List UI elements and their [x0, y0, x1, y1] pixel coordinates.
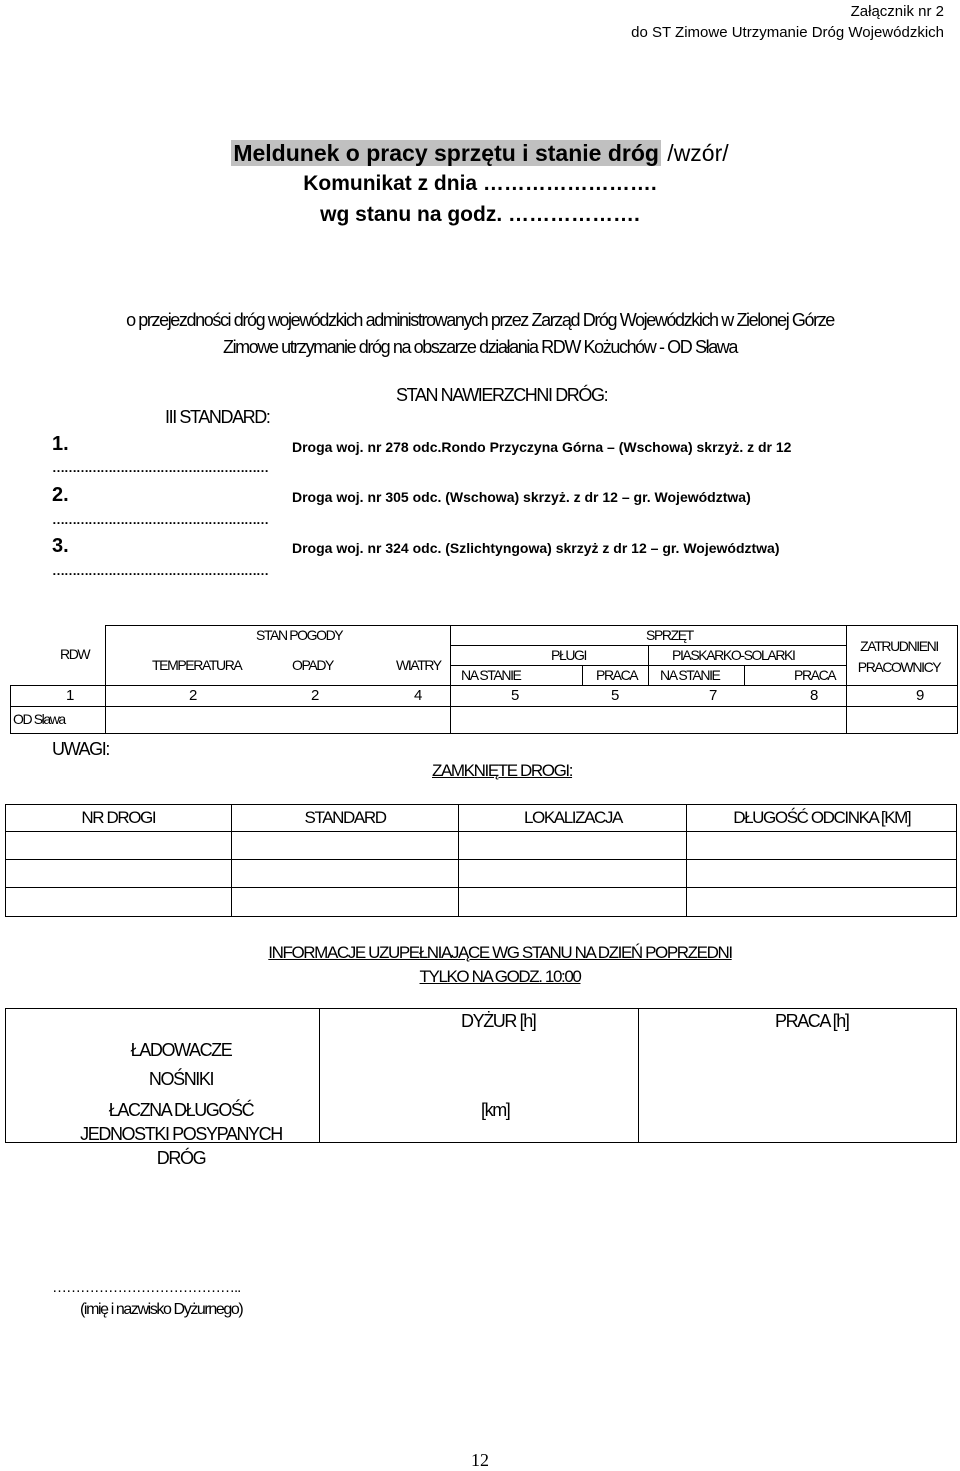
road-2-dots: ……………………………………………… [52, 512, 268, 527]
loaders-label: ŁADOWACZE [130, 1040, 232, 1060]
spreaders-on-state: NA STANIE [660, 667, 720, 683]
document-title [0, 140, 960, 167]
subtitle-winter-maintenance: Zimowe utrzymanie dróg na obszarze działania RDW Kożuchów - OD Sława [222, 337, 738, 357]
title-suffix: /wzór/ [660, 140, 729, 166]
remarks-label: UWAGI: [52, 739, 109, 759]
info-heading-2: TYLKO NA GODZ. 10:00 [419, 967, 581, 986]
km-label: [km] [481, 1100, 510, 1120]
annex-line-2: do ST Zimowe Utrzymanie Dróg Wojewódzkich [631, 24, 944, 41]
communique-date: Komunikat z dnia ……………………. [303, 172, 657, 195]
info-heading-1: INFORMACJE UZUPEŁNIAJĄCE WG STANU NA DZIEŃ POPRZEDNI [268, 943, 732, 962]
subtitle-passability: o przejezdności dróg wojewódzkich administrowanych przez Zarząd Dróg Wojewódzkich w Zielonej Górze [126, 310, 834, 330]
page-number: 12 [471, 1450, 489, 1470]
status-time: wg stanu na godz. ………………. [320, 203, 640, 226]
plows-header: PŁUGI [551, 647, 587, 663]
col-number-8: 8 [810, 687, 819, 704]
temperature-header: TEMPERATURA [152, 657, 242, 673]
road-1-number: 1. [52, 433, 69, 455]
road-2-number: 2. [52, 484, 69, 506]
title-main: Meldunek o pracy sprzętu i stanie dróg [233, 140, 659, 166]
row-label-od-slawa: OD Sława [13, 711, 65, 727]
col-number-2: 2 [189, 687, 198, 704]
signature-caption: (imię i nazwisko Dyżurnego) [80, 1301, 243, 1318]
closed-col-standard: STANDARD [231, 805, 459, 832]
closed-row-empty-3 [6, 888, 957, 917]
col-number-4: 4 [414, 687, 423, 704]
annex-line-1: Załącznik nr 2 [850, 3, 944, 20]
col-number-5: 5 [511, 687, 520, 704]
employed-header: ZATRUDNIENI PRACOWNICY [857, 638, 941, 675]
work-header: PRACA [h] [775, 1011, 849, 1031]
duty-header: DYŻUR [h] [461, 1011, 536, 1031]
closed-col-road-number: NR DROGI [6, 805, 232, 832]
plows-on-state: NA STANIE [461, 667, 521, 683]
road-1-text: Droga woj. nr 278 odc.Rondo Przyczyna Górna – (Wschowa) skrzyż. z dr 12 [292, 439, 792, 455]
closed-roads-table [5, 804, 957, 917]
closed-roads-heading: ZAMKNIĘTE DROGI: [432, 761, 573, 780]
road-3-text: Droga woj. nr 324 odc. (Szlichtyngowa) skrzyż z dr 12 – gr. Województwa) [292, 540, 780, 556]
precip-header: OPADY [292, 657, 333, 673]
equipment-header: SPRZĘT [646, 627, 693, 643]
closed-col-location: LOKALIZACJA [459, 805, 687, 832]
weather-header: STAN POGODY [256, 627, 343, 643]
col-number-9: 9 [916, 687, 925, 704]
col-number-3: 2 [311, 687, 320, 704]
closed-col-length: DŁUGOŚĆ ODCINKA [KM] [687, 805, 957, 832]
surface-heading: STAN NAWIERZCHNI DRÓG: [396, 385, 608, 405]
total-length-label: ŁACZNA DŁUGOŚĆ JEDNOSTKI POSYPANYCH DRÓG [80, 1100, 282, 1168]
closed-row-empty-1 [6, 832, 957, 860]
road-2-text: Droga woj. nr 305 odc. (Wschowa) skrzyż. z dr 12 – gr. Województwa) [292, 489, 751, 505]
road-3-number: 3. [52, 535, 69, 557]
col-number-6: 5 [611, 687, 620, 704]
spreaders-header: PIASKARKO-SOLARKI [672, 647, 795, 663]
closed-row-empty-2 [6, 860, 957, 888]
spreaders-work: PRACA [794, 667, 836, 683]
rdw-header: RDW [60, 646, 90, 662]
col-number-1: 1 [66, 687, 75, 704]
col-number-7: 7 [709, 687, 718, 704]
signature-dots: ………………………………….. [52, 1279, 241, 1296]
plows-work: PRACA [596, 667, 638, 683]
carriers-label: NOŚNIKI [148, 1069, 214, 1089]
standard-label: III STANDARD: [165, 407, 270, 427]
road-1-dots: ……………………………………………… [52, 460, 268, 475]
road-3-dots: ……………………………………………… [52, 563, 268, 578]
winds-header: WIATRY [396, 657, 441, 673]
